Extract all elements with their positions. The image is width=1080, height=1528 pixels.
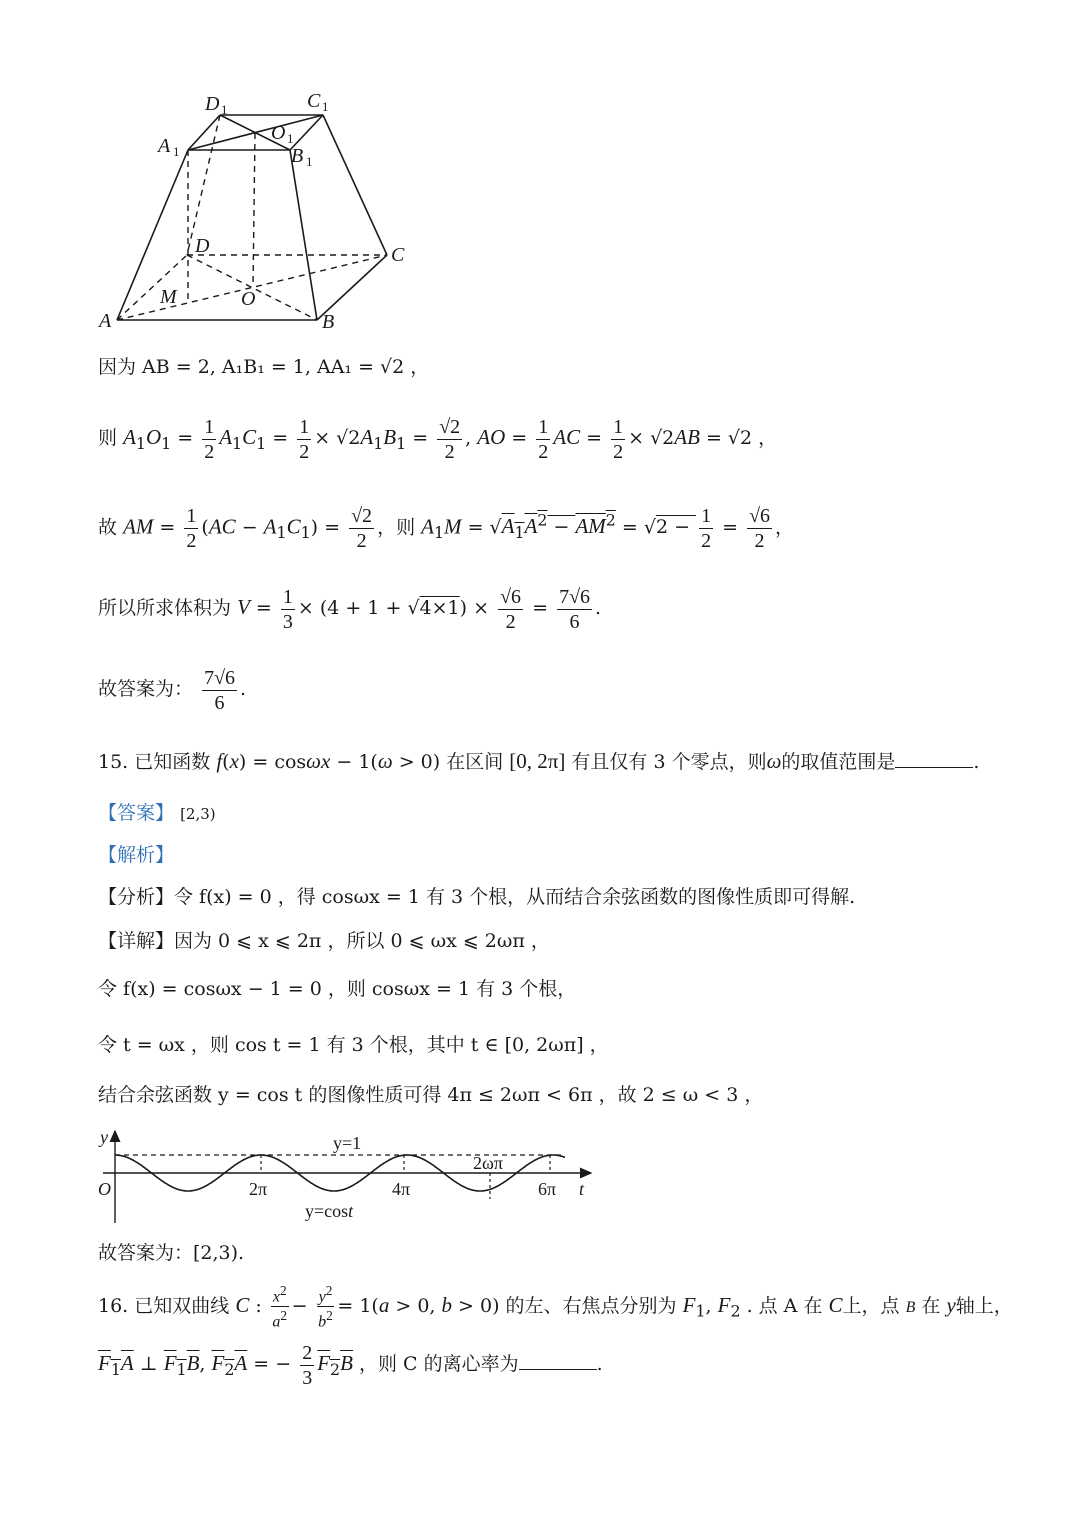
svg-text:1: 1 bbox=[221, 102, 228, 117]
line-a1o1: 则 $A_1O_1$ = $\frac{1}{2}$ $A_1C_1$ = $\frac{1}{2}$ × $√2A_1B_1$ = $\frac{√2}{2}$ , AO = $\frac{1}{2}$ AC = $\frac{1}{2}$ × √2AB = √2 ， bbox=[98, 415, 778, 463]
svg-text:1: 1 bbox=[306, 154, 313, 169]
question-16-line2: $F_1A$ ⊥ $F_1B$, $F_2A$ = − $\frac{2}{3}$ $F_2B$ ，则 C 的离心率为 . bbox=[98, 1341, 603, 1389]
given-line: 因为 AB = 2, A₁B₁ = 1, AA₁ = √2 ， bbox=[98, 356, 430, 378]
svg-text:1: 1 bbox=[287, 131, 294, 146]
xiangjie-line: 【详解】因为 0 ⩽ x ⩽ 2π ，所以 0 ⩽ ωx ⩽ 2ωπ ， bbox=[98, 930, 550, 952]
label-m: M bbox=[160, 286, 177, 308]
frustum-figure bbox=[95, 85, 425, 335]
question-15: 15. 已知函数 f(x) = cosωx − 1(ω > 0) 在区间 [0, 2π] 有且仅有 3 个零点，则ω的取值范围是 . bbox=[98, 749, 980, 773]
cos-graph bbox=[95, 1125, 600, 1230]
label-o: O bbox=[241, 288, 256, 310]
x-axis-label: t bbox=[579, 1179, 585, 1199]
svg-text:1: 1 bbox=[322, 99, 329, 114]
curve-label: y=cost bbox=[305, 1201, 354, 1221]
fenxi-line: 【分析】令 f(x) = 0 ，得 cosωx = 1 有 3 个根，从而结合余弦函数的图像性质即可得解. bbox=[98, 886, 856, 908]
label-c1: C bbox=[307, 90, 321, 112]
label-b1: B bbox=[291, 145, 304, 167]
analysis-tag: 【解析】 bbox=[98, 844, 175, 866]
step3-line: 令 t = ωx ，则 cos t = 1 有 3 个根，其中 t ∈ [0, 2ωπ] ， bbox=[98, 1034, 609, 1056]
origin-label: O bbox=[98, 1179, 111, 1199]
label-b: B bbox=[322, 311, 335, 333]
tick-4pi: 4π bbox=[392, 1179, 411, 1199]
mark-2wpi: 2ωπ bbox=[473, 1153, 503, 1173]
question-16: 16. 已知双曲线 C : $\frac{x^2}{a^2}$ − $\frac{y^2}{b^2}$ = 1(a > 0, b > 0) 的左、右焦点分别为 $F_1$, $F_2$ . 点 A 在 C上，点 B 在 y轴上， bbox=[98, 1283, 1013, 1331]
step2-line: 令 f(x) = cosωx − 1 = 0 ，则 cosωx = 1 有 3 个根， bbox=[98, 978, 577, 1000]
tick-2pi: 2π bbox=[249, 1179, 268, 1199]
y-axis-label: y bbox=[100, 1127, 108, 1147]
label-a1: A bbox=[158, 135, 171, 157]
answer-15: 【答案】 [2,3) bbox=[98, 802, 216, 824]
label-d1: D bbox=[205, 93, 220, 115]
y1-label: y=1 bbox=[333, 1133, 362, 1153]
label-o1: O bbox=[271, 122, 286, 144]
step4-line: 结合余弦函数 y = cos t 的图像性质可得 4π ≤ 2ωπ < 6π ，故 2 ≤ ω < 3 ， bbox=[98, 1084, 764, 1106]
tick-6pi: 6π bbox=[538, 1179, 557, 1199]
label-c: C bbox=[391, 244, 405, 266]
label-d: D bbox=[195, 235, 210, 257]
answer-14: 故答案为： $\frac{7√6}{6}$ . bbox=[98, 666, 247, 714]
label-a: A bbox=[99, 310, 112, 332]
svg-text:1: 1 bbox=[173, 144, 180, 159]
line-am: 故 AM = $\frac{1}{2}$ $(AC - A_1C_1)$ = $\frac{√2}{2}$ ，则 $A_1M = √A_1A^2 - AM^2 = √2$ − $\frac{1}{2}$ = $\frac{√6}{2}$ ， bbox=[98, 504, 795, 552]
line-volume: 所以所求体积为 V = $\frac{1}{3}$ × (4 + 1 + √4×1) × $\frac{√6}{2}$ = $\frac{7√6}{6}$ . bbox=[98, 585, 602, 633]
final-15: 故答案为：[2,3). bbox=[98, 1242, 245, 1264]
